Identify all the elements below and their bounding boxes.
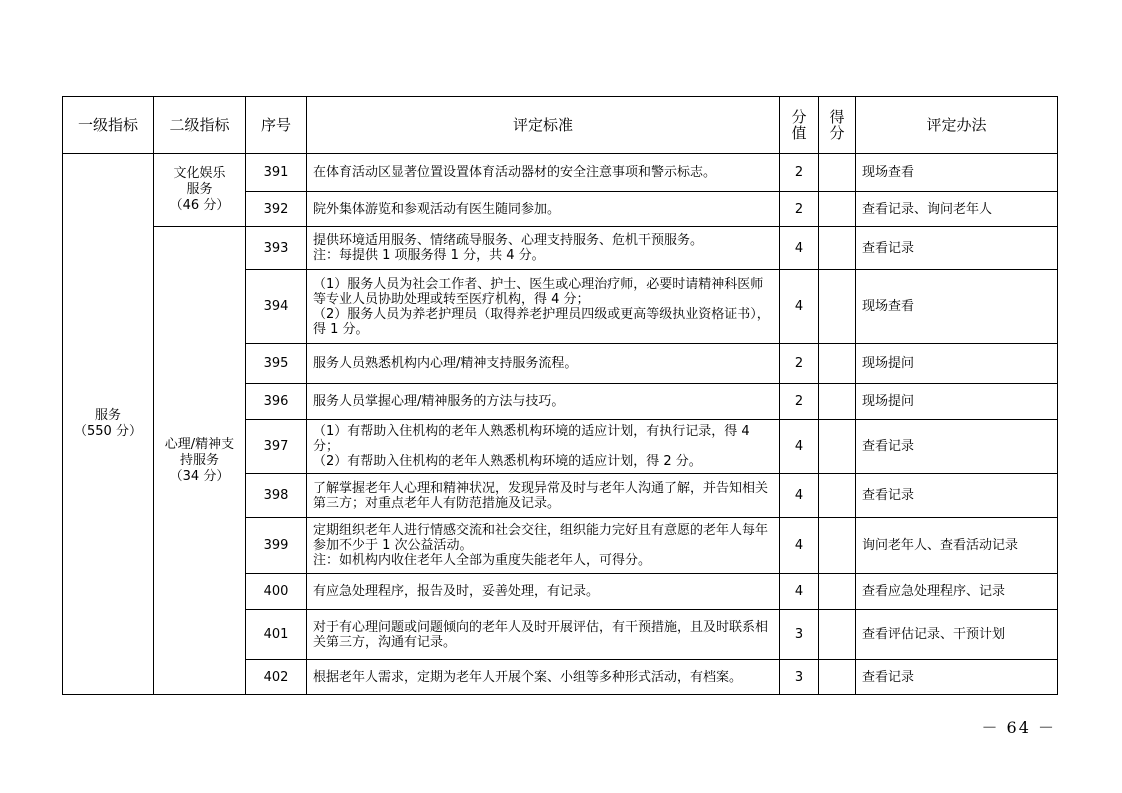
header-level2: 二级指标 <box>154 97 246 154</box>
method-cell: 查看记录 <box>856 420 1058 474</box>
level2-name-line: 持服务 <box>179 452 219 468</box>
level2-cell-psych <box>154 227 246 695</box>
seq-cell: 391 <box>246 154 307 192</box>
standard-line: （1）有帮助入住机构的老年人熟悉机构环境的适应计划，有执行记录，得 4 分； <box>313 424 750 454</box>
standard-cell <box>307 474 780 518</box>
standard-cell <box>307 192 780 227</box>
seq-cell: 392 <box>246 192 307 227</box>
table-row <box>63 227 1058 270</box>
standard-cell <box>307 227 780 270</box>
seq-cell: 398 <box>246 474 307 518</box>
standard-line: 注：每提供 1 项服务得 1 分，共 4 分。 <box>313 248 545 263</box>
earned-cell <box>819 574 856 610</box>
standard-line: 注：如机构内收住老年人全部为重度失能老年人，可得分。 <box>313 553 652 568</box>
earned-cell <box>819 518 856 574</box>
level2-cell-culture <box>154 154 246 227</box>
table-row <box>63 154 1058 192</box>
earned-cell <box>819 384 856 420</box>
level2-points: （34 分） <box>169 468 230 484</box>
method-cell: 询问老年人、查看活动记录 <box>856 518 1058 574</box>
header-seq: 序号 <box>246 97 307 154</box>
standard-line: （2）服务人员为养老护理员（取得养老护理员四级或更高等级执业资格证书），得 1 分。 <box>313 306 770 337</box>
header-method: 评定办法 <box>856 97 1058 154</box>
method-cell: 现场提问 <box>856 344 1058 384</box>
earned-cell <box>819 420 856 474</box>
seq-cell: 395 <box>246 344 307 384</box>
method-cell: 查看记录 <box>856 474 1058 518</box>
score-cell: 3 <box>780 610 819 660</box>
level1-points: （550 分） <box>74 424 142 439</box>
standard-line: （2）有帮助入住机构的老年人熟悉机构环境的适应计划，得 2 分。 <box>313 454 702 469</box>
method-cell: 现场查看 <box>856 154 1058 192</box>
standard-cell <box>307 420 780 474</box>
standard-line: 对于有心理问题或问题倾向的老年人及时开展评估，有干预措施，且及时联系相关第三方，沟通有记录。 <box>313 619 769 650</box>
method-cell: 查看记录 <box>856 660 1058 695</box>
standard-cell <box>307 344 780 384</box>
standard-line: （1）服务人员为社会工作者、护士、医生或心理治疗师，必要时请精神科医师等专业人员协助处理或转至医疗机构，得 4 分； <box>313 276 764 307</box>
standard-cell <box>307 154 780 192</box>
header-row <box>63 97 1058 154</box>
header-level1: 一级指标 <box>63 97 154 154</box>
standard-line: 院外集体游览和参观活动有医生随同参加。 <box>313 201 561 217</box>
earned-cell <box>819 660 856 695</box>
seq-cell: 397 <box>246 420 307 474</box>
score-cell: 2 <box>780 154 819 192</box>
level2-name-line: 文化娱乐 <box>173 166 226 181</box>
header-score: 分值 <box>780 97 819 154</box>
score-cell: 2 <box>780 384 819 420</box>
score-cell: 4 <box>780 474 819 518</box>
seq-cell: 400 <box>246 574 307 610</box>
page-number: － 64 － <box>981 718 1056 737</box>
standard-cell <box>307 518 780 574</box>
standard-cell <box>307 574 780 610</box>
earned-cell <box>819 344 856 384</box>
method-cell: 查看评估记录、干预计划 <box>856 610 1058 660</box>
earned-cell <box>819 192 856 227</box>
method-cell: 现场提问 <box>856 384 1058 420</box>
score-cell: 4 <box>780 518 819 574</box>
score-cell: 3 <box>780 660 819 695</box>
standard-line: 服务人员掌握心理/精神服务的方法与技巧。 <box>313 394 565 409</box>
level1-cell <box>63 154 154 695</box>
level2-name-line: 服务 <box>186 182 213 197</box>
seq-cell: 393 <box>246 227 307 270</box>
standard-line: 定期组织老年人进行情感交流和社会交往，组织能力完好且有意愿的老年人每年参加不少于 1 次公益活动。 <box>313 523 769 553</box>
method-cell: 查看记录 <box>856 227 1058 270</box>
seq-cell: 401 <box>246 610 307 660</box>
earned-cell <box>819 610 856 660</box>
earned-cell <box>819 154 856 192</box>
level2-points: （46 分） <box>169 198 230 213</box>
level2-name-line: 心理/精神支 <box>164 436 235 452</box>
method-cell: 查看应急处理程序、记录 <box>856 574 1058 610</box>
earned-cell <box>819 474 856 518</box>
score-cell: 4 <box>780 574 819 610</box>
standard-line: 有应急处理程序，报告及时，妥善处理，有记录。 <box>313 584 600 599</box>
header-earned: 得分 <box>819 97 856 154</box>
score-cell: 4 <box>780 227 819 270</box>
standard-line: 了解掌握老年人心理和精神状况，发现异常及时与老年人沟通了解，并告知相关第三方；对重点老年人有防范措施及记录。 <box>313 480 769 511</box>
score-cell: 2 <box>780 192 819 227</box>
earned-cell <box>819 227 856 270</box>
standard-cell <box>307 610 780 660</box>
header-standard: 评定标准 <box>307 97 780 154</box>
standard-cell <box>307 270 780 344</box>
evaluation-table <box>62 96 1058 695</box>
method-cell: 现场查看 <box>856 270 1058 344</box>
score-cell: 4 <box>780 420 819 474</box>
score-cell: 2 <box>780 344 819 384</box>
standard-cell <box>307 660 780 695</box>
level1-name: 服务 <box>94 408 121 423</box>
standard-cell <box>307 384 780 420</box>
standard-line: 根据老年人需求，定期为老年人开展个案、小组等多种形式活动，有档案。 <box>313 669 743 685</box>
standard-line: 提供环境适用服务、情绪疏导服务、心理支持服务、危机干预服务。 <box>313 233 704 248</box>
standard-line: 服务人员熟悉机构内心理/精神支持服务流程。 <box>313 356 578 371</box>
seq-cell: 394 <box>246 270 307 344</box>
earned-cell <box>819 270 856 344</box>
standard-line: 在体育活动区显著位置设置体育活动器材的安全注意事项和警示标志。 <box>313 165 717 180</box>
seq-cell: 402 <box>246 660 307 695</box>
seq-cell: 399 <box>246 518 307 574</box>
score-cell: 4 <box>780 270 819 344</box>
seq-cell: 396 <box>246 384 307 420</box>
method-cell: 查看记录、询问老年人 <box>856 192 1058 227</box>
